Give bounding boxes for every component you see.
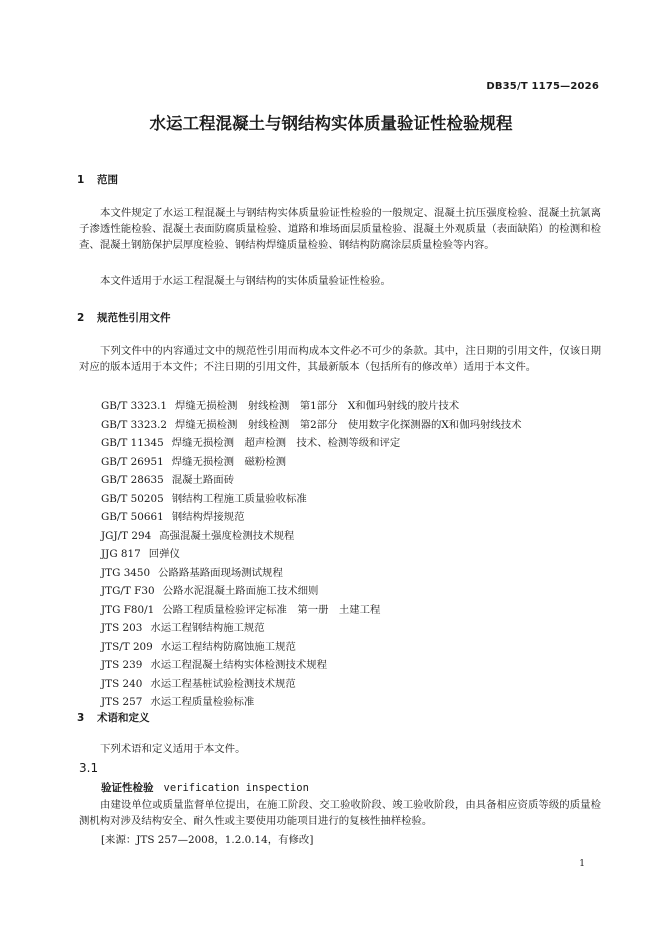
reference-code: JTS 257 bbox=[101, 696, 143, 708]
document-title: 水运工程混凝土与钢结构实体质量验证性检验规程 bbox=[149, 114, 513, 133]
reference-code: JGJ/T 294 bbox=[101, 529, 152, 542]
reference-item bbox=[101, 601, 522, 620]
reference-title: 混凝土路面砖 bbox=[171, 474, 235, 486]
reference-title: 高强混凝土强度检测技术规程 bbox=[159, 529, 295, 542]
reference-item bbox=[101, 693, 522, 712]
reference-code: JTS 240 bbox=[101, 677, 143, 690]
reference-item bbox=[101, 527, 522, 546]
reference-title: 焊缝无损检测 磁粉检测 bbox=[171, 455, 287, 468]
term-heading bbox=[101, 780, 309, 795]
reference-title: 焊缝无损检测 射线检测 第2部分 使用数字化探测器的X和伽玛射线技术 bbox=[175, 418, 522, 431]
terms-intro: 下列术语和定义适用于本文件。 bbox=[100, 743, 246, 755]
reference-item bbox=[101, 490, 522, 509]
reference-item bbox=[101, 545, 522, 564]
reference-code: JTG 3450 bbox=[101, 566, 151, 579]
reference-code: JJG 817 bbox=[101, 548, 141, 560]
reference-code: JTS/T 209 bbox=[101, 640, 153, 653]
reference-title: 钢结构工程施工质量验收标准 bbox=[171, 492, 307, 505]
section-3-title: 术语和定义 bbox=[97, 712, 150, 724]
reference-title: 钢结构焊接规范 bbox=[171, 511, 245, 523]
term-chinese: 验证性检验 bbox=[101, 782, 154, 794]
section-3-heading bbox=[77, 710, 150, 725]
reference-item bbox=[101, 619, 522, 638]
reference-title: 水运工程混凝土结构实体检测技术规程 bbox=[150, 659, 327, 671]
section-1-number: 1 bbox=[77, 174, 85, 186]
reference-list bbox=[101, 397, 522, 712]
reference-code: JTG F80/1 bbox=[101, 603, 155, 616]
section-3-number: 3 bbox=[77, 712, 85, 724]
standard-code: DB35/T 1175—2026 bbox=[486, 81, 599, 92]
reference-title: 焊缝无损检测 超声检测 技术、检测等级和评定 bbox=[171, 437, 401, 449]
term-definition: 由建设单位或质量监督单位提出，在施工阶段、交工验收阶段、竣工验收阶段，由具备相应资质等级的质量检测机构对涉及结构安全、耐久性或主要使用功能项目进行的复核性抽样检验。 bbox=[79, 799, 601, 827]
reference-item bbox=[101, 564, 522, 583]
reference-title: 水运工程钢结构施工规范 bbox=[150, 622, 265, 634]
section-1-heading bbox=[77, 172, 118, 187]
reference-item bbox=[101, 416, 522, 435]
reference-item bbox=[101, 656, 522, 675]
reference-title: 公路工程质量检验评定标准 第一册 土建工程 bbox=[162, 603, 381, 616]
reference-title: 公路水泥混凝土路面施工技术细则 bbox=[162, 585, 319, 597]
reference-title: 公路路基路面现场测试规程 bbox=[158, 566, 283, 579]
scope-paragraph-1: 本文件规定了水运工程混凝土与钢结构实体质量验证性检验的一般规定、混凝土抗压强度检验、混凝土抗氯离子渗透性能检验、混凝土表面防腐质量检验、道路和堆场面层质量检验、混凝土外观质量（表面缺陷）的检测和检查、混凝土钢筋保护层厚度检验、钢结构焊缝质量检验、钢结构防腐涂层质量检验等内容。 bbox=[79, 207, 601, 251]
reference-code: GB/T 50661 bbox=[101, 511, 164, 523]
term-english: verification inspection bbox=[163, 782, 309, 794]
reference-item bbox=[101, 471, 522, 490]
section-2-heading bbox=[77, 310, 171, 325]
term-source: [来源：JTS 257—2008，1.2.0.14，有修改] bbox=[101, 834, 314, 846]
reference-item bbox=[101, 434, 522, 453]
reference-title: 水运工程基桩试验检测技术规范 bbox=[150, 677, 296, 690]
reference-item bbox=[101, 397, 522, 416]
reference-title: 回弹仪 bbox=[148, 548, 180, 560]
reference-code: JTS 203 bbox=[101, 622, 143, 634]
section-2-title: 规范性引用文件 bbox=[97, 312, 171, 324]
reference-code: GB/T 50205 bbox=[101, 492, 164, 505]
reference-item bbox=[101, 508, 522, 527]
page-number: 1 bbox=[579, 859, 585, 869]
reference-code: JTG/T F30 bbox=[101, 585, 155, 597]
term-number: 3.1 bbox=[79, 761, 99, 775]
reference-code: GB/T 26951 bbox=[101, 455, 164, 468]
reference-item bbox=[101, 582, 522, 601]
reference-code: JTS 239 bbox=[101, 659, 143, 671]
reference-title: 水运工程质量检验标准 bbox=[150, 696, 255, 708]
reference-code: GB/T 3323.1 bbox=[101, 400, 168, 412]
reference-item bbox=[101, 638, 522, 657]
reference-code: GB/T 28635 bbox=[101, 474, 164, 486]
reference-title: 焊缝无损检测 射线检测 第1部分 X和伽玛射线的胶片技术 bbox=[175, 400, 460, 412]
section-2-number: 2 bbox=[77, 312, 85, 324]
scope-paragraph-2: 本文件适用于水运工程混凝土与钢结构的实体质量验证性检验。 bbox=[100, 275, 391, 287]
reference-item bbox=[101, 675, 522, 694]
normative-refs-intro: 下列文件中的内容通过文中的规范性引用而构成本文件必不可少的条款。其中，注日期的引用文件，仅该日期对应的版本适用于本文件；不注日期的引用文件，其最新版本（包括所有的修改单）适用于本文件。 bbox=[79, 345, 601, 373]
reference-code: GB/T 11345 bbox=[101, 437, 164, 449]
reference-title: 水运工程结构防腐蚀施工规范 bbox=[160, 640, 296, 653]
reference-code: GB/T 3323.2 bbox=[101, 418, 168, 431]
section-1-title: 范围 bbox=[97, 174, 118, 186]
reference-item bbox=[101, 453, 522, 472]
